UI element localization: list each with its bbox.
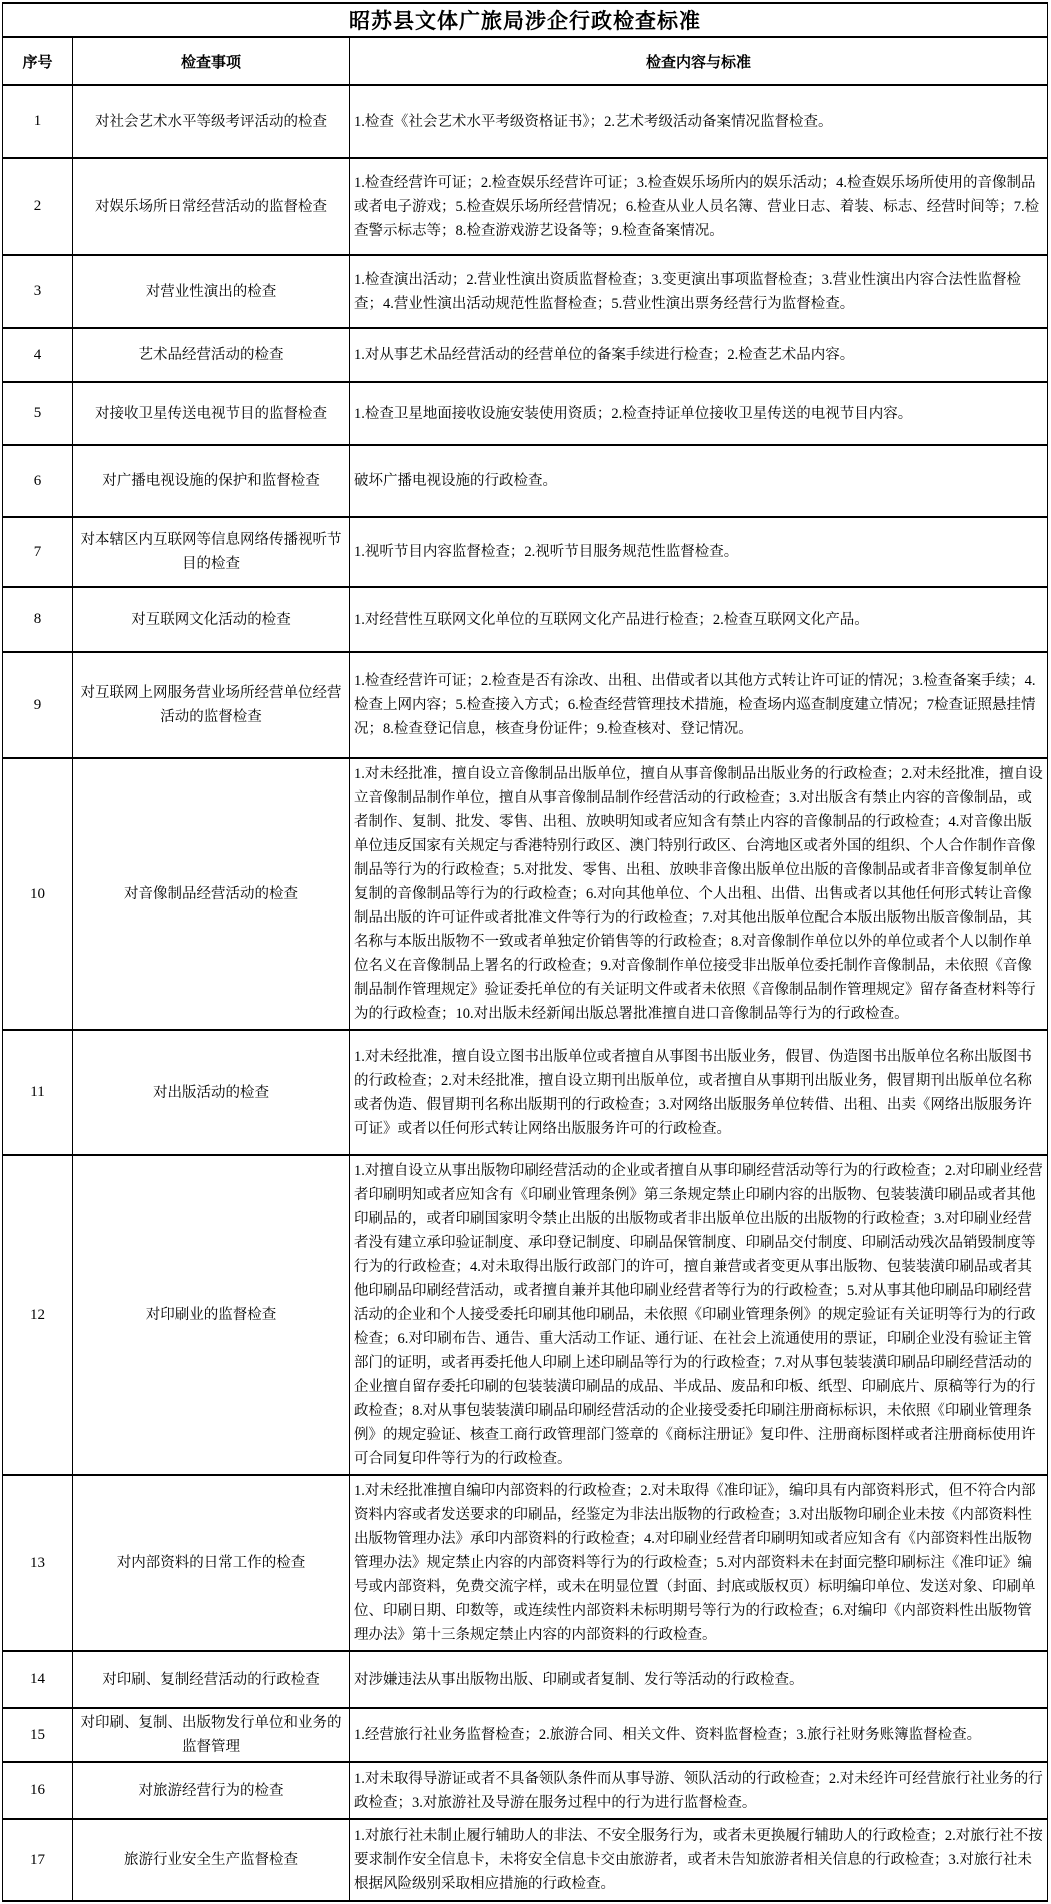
inspection-content: 1.检查经营许可证；2.检查娱乐经营许可证；3.检查娱乐场所内的娱乐活动；4.检查娱乐场所使用的音像制品或者电子游戏；5.检查娱乐场所经营情况；6.检查从业人员名簿、营业日志、着装、标志、经营时间等；7.检查警示标志等；8.检查游戏游艺设备等；9.检查备案情况。 xyxy=(350,158,1048,255)
inspection-content: 1.对未取得导游证或者不具备领队条件而从事导游、领队活动的行政检查；2.对未经许可经营旅行社业务的行政检查；3.对旅游社及导游在服务过程中的行为进行监督检查。 xyxy=(350,1762,1048,1819)
inspection-item: 对印刷业的监督检查 xyxy=(73,1155,350,1475)
inspection-content: 1.经营旅行社业务监督检查；2.旅游合同、相关文件、资料监督检查；3.旅行社财务账簿监督检查。 xyxy=(350,1708,1048,1762)
inspection-content: 对涉嫌违法从事出版物出版、印刷或者复制、发行等活动的行政检查。 xyxy=(350,1651,1048,1708)
inspection-item: 对内部资料的日常工作的检查 xyxy=(73,1475,350,1651)
row-number: 3 xyxy=(3,255,73,328)
inspection-content: 1.检查演出活动；2.营业性演出资质监督检查；3.变更演出事项监督检查；3.营业性演出内容合法性监督检查；4.营业性演出活动规范性监督检查；5.营业性演出票务经营行为监督检查。 xyxy=(350,255,1048,328)
inspection-item: 旅游行业安全生产监督检查 xyxy=(73,1819,350,1901)
column-header-row xyxy=(3,37,1048,85)
table-row xyxy=(3,255,1048,328)
table-row xyxy=(3,1651,1048,1708)
table-row xyxy=(3,85,1048,158)
inspection-content: 1.检查《社会艺术水平考级资格证书》；2.艺术考级活动备案情况监督检查。 xyxy=(350,85,1048,158)
inspection-item: 对音像制品经营活动的检查 xyxy=(73,758,350,1030)
inspection-item: 对娱乐场所日常经营活动的监督检查 xyxy=(73,158,350,255)
inspection-content: 1.视听节目内容监督检查；2.视听节目服务规范性监督检查。 xyxy=(350,517,1048,587)
table-row xyxy=(3,1762,1048,1819)
row-number: 12 xyxy=(3,1155,73,1475)
table-row xyxy=(3,158,1048,255)
inspection-content: 1.对未经批准，擅自设立图书出版单位或者擅自从事图书出版业务，假冒、伪造图书出版单位名称出版图书的行政检查；2.对未经批准，擅自设立期刊出版单位，或者擅自从事期刊出版业务，假冒期刊出版单位名称或者伪造、假冒期刊名称出版期刊的行政检查；3.对网络出版服务单位转借、出租、出卖《网络出版服务许可证》或者以任何形式转让网络出版服务许可的行政检查。 xyxy=(350,1030,1048,1155)
table-row xyxy=(3,652,1048,758)
row-number: 16 xyxy=(3,1762,73,1819)
table-row xyxy=(3,1155,1048,1475)
inspection-item: 对营业性演出的检查 xyxy=(73,255,350,328)
inspection-item: 艺术品经营活动的检查 xyxy=(73,328,350,382)
row-number: 7 xyxy=(3,517,73,587)
table-row xyxy=(3,328,1048,382)
row-number: 8 xyxy=(3,587,73,652)
row-number: 6 xyxy=(3,445,73,517)
inspection-item: 对印刷、复制经营活动的行政检查 xyxy=(73,1651,350,1708)
row-number: 2 xyxy=(3,158,73,255)
page-title: 昭苏县文体广旅局涉企行政检查标准 xyxy=(3,3,1048,37)
table-row xyxy=(3,1819,1048,1901)
row-number: 17 xyxy=(3,1819,73,1901)
inspection-item: 对互联网上网服务营业场所经营单位经营活动的监督检查 xyxy=(73,652,350,758)
inspection-item: 对本辖区内互联网等信息网络传播视听节目的检查 xyxy=(73,517,350,587)
col-header-item: 检查事项 xyxy=(73,37,350,85)
row-number: 5 xyxy=(3,382,73,445)
inspection-content: 1.检查经营许可证；2.检查是否有涂改、出租、出借或者以其他方式转让许可证的情况；3.检查备案手续；4.检查上网内容；5.检查接入方式；6.检查经营管理技术措施，检查场内巡查制度建立情况；7检查证照悬挂情况；8.检查登记信息，核查身份证件；9.检查核对、登记情况。 xyxy=(350,652,1048,758)
inspection-content: 1.对经营性互联网文化单位的互联网文化产品进行检查；2.检查互联网文化产品。 xyxy=(350,587,1048,652)
inspection-item: 对印刷、复制、出版物发行单位和业务的监督管理 xyxy=(73,1708,350,1762)
inspection-content: 1.对未经批准，擅自设立音像制品出版单位，擅自从事音像制品出版业务的行政检查；2.对未经批准，擅自设立音像制品制作单位，擅自从事音像制品制作经营活动的行政检查；3.对出版含有禁止内容的音像制品，或者制作、复制、批发、零售、出租、放映明知或者应知含有禁止内容的音像制品的行政检查；4.对音像出版单位违反国家有关规定与香港特别行政区、澳门特别行政区、台湾地区或者外国的组织、个人合作制作音像制品等行为的行政检查；5.对批发、零售、出租、放映非音像出版单位出版的音像制品或者非音像复制单位复制的音像制品等行为的行政检查；6.对向其他单位、个人出租、出借、出售或者以其他任何形式转让音像制品出版的许可证件或者批准文件等行为的行政检查；7.对其他出版单位配合本版出版物出版音像制品，其名称与本版出版物不一致或者单独定价销售等的行政检查；8.对音像制作单位以外的单位或者个人以制作单位名义在音像制品上署名的行政检查；9.对音像制作单位接受非出版单位委托制作音像制品，未依照《音像制品制作管理规定》验证委托单位的有关证明文件或者未依照《音像制品制作管理规定》留存备查材料等行为的行政检查；10.对出版未经新闻出版总署批准擅自进口音像制品等行为的行政检查。 xyxy=(350,758,1048,1030)
table-row xyxy=(3,758,1048,1030)
row-number: 13 xyxy=(3,1475,73,1651)
inspection-item: 对广播电视设施的保护和监督检查 xyxy=(73,445,350,517)
inspection-content: 1.对旅行社未制止履行辅助人的非法、不安全服务行为，或者未更换履行辅助人的行政检查；2.对旅行社不按要求制作安全信息卡，未将安全信息卡交由旅游者，或者未告知旅游者相关信息的行政检查；3.对旅行社未根据风险级别采取相应措施的行政检查。 xyxy=(350,1819,1048,1901)
table-row xyxy=(3,1030,1048,1155)
inspection-content: 破坏广播电视设施的行政检查。 xyxy=(350,445,1048,517)
table-row xyxy=(3,1475,1048,1651)
row-number: 4 xyxy=(3,328,73,382)
row-number: 1 xyxy=(3,85,73,158)
inspection-item: 对社会艺术水平等级考评活动的检查 xyxy=(73,85,350,158)
table-row xyxy=(3,587,1048,652)
row-number: 10 xyxy=(3,758,73,1030)
col-header-content: 检查内容与标准 xyxy=(350,37,1048,85)
col-header-no: 序号 xyxy=(3,37,73,85)
row-number: 15 xyxy=(3,1708,73,1762)
inspection-item: 对接收卫星传送电视节目的监督检查 xyxy=(73,382,350,445)
table-head xyxy=(3,3,1048,85)
inspection-item: 对旅游经营行为的检查 xyxy=(73,1762,350,1819)
inspection-content: 1.对未经批准擅自编印内部资料的行政检查；2.对未取得《准印证》，编印具有内部资料形式，但不符合内部资料内容或者发送要求的印刷品，经鉴定为非法出版物的行政检查；3.对出版物印刷企业未按《内部资料性出版物管理办法》承印内部资料的行政检查；4.对印刷业经营者印刷明知或者应知含有《内部资料性出版物管理办法》规定禁止内容的内部资料等行为的行政检查；5.对内部资料未在封面完整印刷标注《准印证》编号或内部资料，免费交流字样，或未在明显位置（封面、封底或版权页）标明编印单位、发送对象、印刷单位、印刷日期、印数等，或连续性内部资料未标明期号等行为的行政检查；6.对编印《内部资料性出版物管理办法》第十三条规定禁止内容的内部资料的行政检查。 xyxy=(350,1475,1048,1651)
row-number: 11 xyxy=(3,1030,73,1155)
inspection-standards-table xyxy=(2,2,1048,1902)
inspection-item: 对出版活动的检查 xyxy=(73,1030,350,1155)
table-body xyxy=(3,85,1048,1901)
inspection-content: 1.检查卫星地面接收设施安装使用资质；2.检查持证单位接收卫星传送的电视节目内容。 xyxy=(350,382,1048,445)
inspection-content: 1.对擅自设立从事出版物印刷经营活动的企业或者擅自从事印刷经营活动等行为的行政检查；2.对印刷业经营者印刷明知或者应知含有《印刷业管理条例》第三条规定禁止印刷内容的出版物、包装装潢印刷品或者其他印刷品的，或者印刷国家明令禁止出版的出版物或者非出版单位出版的出版物的行政检查；3.对印刷业经营者没有建立承印验证制度、承印登记制度、印刷品保管制度、印刷品交付制度、印刷活动残次品销毁制度等行为的行政检查；4.对未取得出版行政部门的许可，擅自兼营或者变更从事出版物、包装装潢印刷品或者其他印刷品印刷经营活动，或者擅自兼并其他印刷业经营者等行为的行政检查；5.对从事其他印刷品印刷经营活动的企业和个人接受委托印刷其他印刷品，未依照《印刷业管理条例》的规定验证有关证明等行为的行政检查；6.对印刷布告、通告、重大活动工作证、通行证、在社会上流通使用的票证，印刷企业没有验证主管部门的证明，或者再委托他人印刷上述印刷品等行为的行政检查；7.对从事包装装潢印刷品印刷经营活动的企业擅自留存委托印刷的包装装潢印刷品的成品、半成品、废品和印板、纸型、印刷底片、原稿等行为的行政检查；8.对从事包装装潢印刷品印刷经营活动的企业接受委托印刷注册商标标识，未依照《印刷业管理条例》的规定验证、核查工商行政管理部门签章的《商标注册证》复印件、注册商标图样或者注册商标使用许可合同复印件等行为的行政检查。 xyxy=(350,1155,1048,1475)
table-row xyxy=(3,1708,1048,1762)
row-number: 14 xyxy=(3,1651,73,1708)
inspection-item: 对互联网文化活动的检查 xyxy=(73,587,350,652)
inspection-content: 1.对从事艺术品经营活动的经营单位的备案手续进行检查；2.检查艺术品内容。 xyxy=(350,328,1048,382)
table-row xyxy=(3,382,1048,445)
row-number: 9 xyxy=(3,652,73,758)
table-row xyxy=(3,517,1048,587)
table-row xyxy=(3,445,1048,517)
title-row xyxy=(3,3,1048,37)
